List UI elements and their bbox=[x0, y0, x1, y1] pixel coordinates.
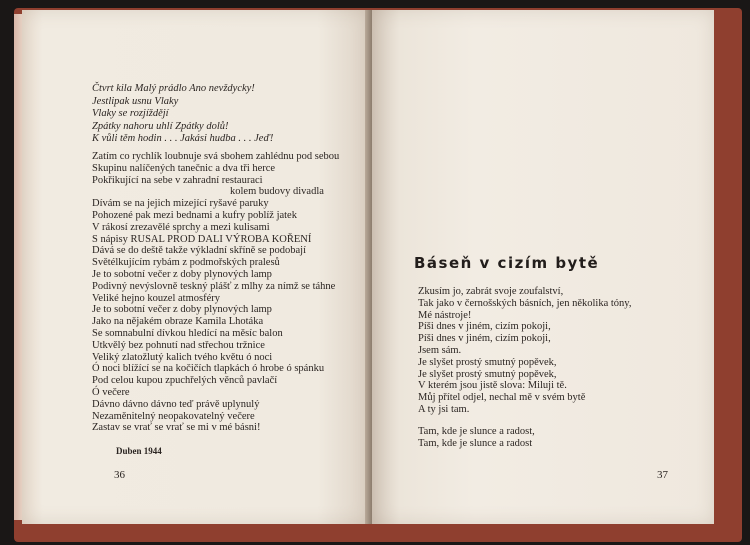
poem-line: Utkvělý bez pohnutí nad střechou tržnice bbox=[92, 339, 265, 351]
poem-line: Zkusím jo, zabrát svoje zoufalství, bbox=[418, 286, 564, 297]
poem-line: Tam, kde je slunce a radost, bbox=[418, 426, 535, 437]
page-number-right: 37 bbox=[657, 469, 668, 481]
poem-line: K vůli těm hodin . . . Jakási hudba . . . Jeď! bbox=[92, 133, 274, 144]
poem-line: Můj přítel odjel, nechal mě v svém bytě bbox=[418, 392, 586, 404]
poem-line: Pohozené pak mezi bednami a kufry poblíž jatek bbox=[92, 210, 297, 221]
poem-line: V rákosí zrezavělé sprchy a mezi kulisami bbox=[92, 221, 270, 233]
poem-line: Zpátky nahoru uhlí Zpátky dolů! bbox=[92, 120, 229, 132]
poem-line: Jako na nějakém obraze Kamila Lhotáka bbox=[92, 316, 264, 328]
page-number-left: 36 bbox=[114, 469, 125, 481]
poem-line: Vlaky se rozjíždějí bbox=[92, 108, 169, 119]
poem-line: Je to sobotní večer z doby plynových lamp bbox=[92, 269, 272, 280]
poem-title: Báseň v cizím bytě bbox=[414, 254, 600, 272]
poem-line: Čtvrt kila Malý prádlo Ano nevždycky! bbox=[92, 83, 255, 94]
poem-line: Dávno dávno dávno teď právě uplynulý bbox=[92, 398, 260, 410]
poem-line: Ó noci blížící se na kočičích tlapkách ó hrobe ó spánku bbox=[92, 363, 325, 375]
poem-line: Tam, kde je slunce a radost bbox=[418, 438, 533, 450]
poem-line: kolem budovy divadla bbox=[230, 186, 324, 198]
poem-line: Mé nástroje! bbox=[418, 309, 472, 321]
poem-line: Pod celou kupou zpuchřelých věnců pavlačí bbox=[92, 375, 278, 387]
poem-line: Píši dnes v jiném, cizím pokoji, bbox=[418, 333, 551, 345]
poem-line: Zatím co rychlík loubnuje svá sbohem zahlédnu pod sebou bbox=[92, 151, 340, 162]
poem-line: Je slyšet prostý smutný popěvek, bbox=[418, 356, 557, 368]
poem-line: Jestlipak usnu Vlaky bbox=[92, 95, 179, 107]
poem-date: Duben 1944 bbox=[116, 446, 162, 456]
poem-line: Veliké hejno kouzel atmosféry bbox=[92, 292, 220, 304]
poem-line: V kterém jsou jistě slova: Miluji tě. bbox=[418, 380, 567, 392]
poem-line: Jsem sám. bbox=[418, 345, 462, 356]
poem-line: Světélkujícím rybám z podmořských pralesů bbox=[92, 257, 280, 269]
poem-line: Zastav se vrať se vrať se mi v mé básni! bbox=[92, 422, 261, 434]
poem-line: Se somnabulní dívkou hledící na měsíc balon bbox=[92, 328, 283, 339]
poem-line: S nápisy RUSAL PROD DALI VÝROBA KOŘENÍ bbox=[92, 233, 312, 245]
right-page bbox=[372, 10, 714, 524]
poem-line: Ó večere bbox=[92, 387, 130, 398]
poem-line: Skupinu nalíčených tanečnic a dva tři herce bbox=[92, 162, 276, 174]
poem-line: Veliký zlatožlutý kalich tvého květu ó noci bbox=[92, 351, 273, 363]
poem-line: Pokřikující na sebe v zahradní restauraci bbox=[92, 174, 263, 186]
poem-line: Píši dnes v jiném, cizím pokoji, bbox=[418, 321, 551, 333]
poem-line: Podivný nevýslovně teskný plášť z mlhy za nímž se táhne bbox=[92, 280, 336, 292]
poem-line: Je to sobotní večer z doby plynových lamp bbox=[92, 304, 272, 316]
poem-line: Nezaměnitelný neopakovatelný večere bbox=[92, 410, 255, 422]
left-page bbox=[22, 10, 370, 524]
poem-line: A ty jsi tam. bbox=[418, 404, 470, 415]
poem-line: Dívám se na jejich mizející ryšavé paruky bbox=[92, 198, 269, 210]
poem-line: Je slyšet prostý smutný popěvek, bbox=[418, 368, 557, 380]
poem-line: Dává se do deště takže výkladní skříně se podobají bbox=[92, 245, 307, 257]
poem-line: Tak jako v černošských básních, jen několika tóny, bbox=[418, 297, 632, 309]
